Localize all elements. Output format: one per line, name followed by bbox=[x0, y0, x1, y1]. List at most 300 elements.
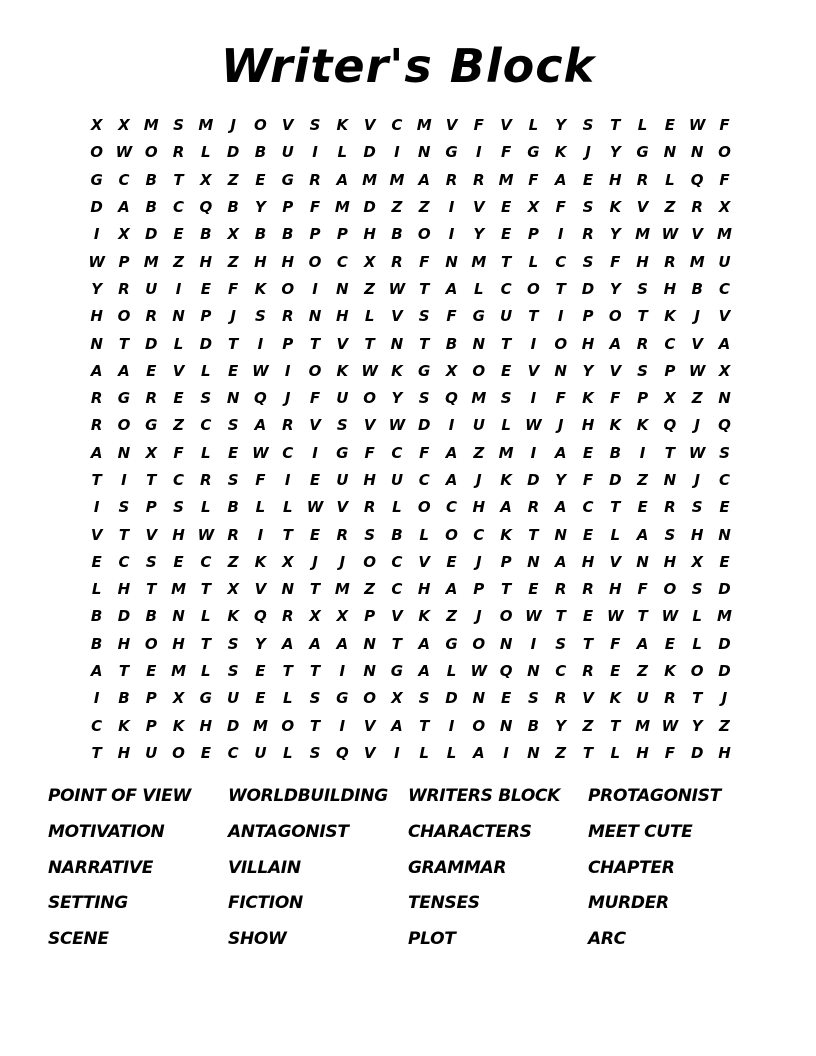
grid-letter[interactable]: E bbox=[173, 389, 184, 408]
grid-letter[interactable]: H bbox=[609, 580, 622, 599]
grid-letter[interactable]: E bbox=[173, 552, 184, 571]
grid-letter[interactable]: N bbox=[417, 143, 431, 162]
grid-letter[interactable]: N bbox=[499, 716, 513, 735]
grid-letter[interactable]: I bbox=[394, 743, 400, 762]
grid-letter[interactable]: K bbox=[418, 607, 431, 626]
grid-letter[interactable]: B bbox=[609, 443, 621, 462]
grid-letter[interactable]: F bbox=[364, 443, 375, 462]
grid-letter[interactable]: K bbox=[172, 716, 185, 735]
grid-letter[interactable]: F bbox=[555, 389, 566, 408]
grid-letter[interactable]: L bbox=[201, 498, 211, 517]
grid-letter[interactable]: Y bbox=[473, 225, 485, 244]
grid-letter[interactable]: W bbox=[252, 443, 269, 462]
grid-letter[interactable]: S bbox=[691, 580, 703, 599]
grid-letter[interactable]: D bbox=[445, 689, 458, 708]
grid-letter[interactable]: K bbox=[609, 198, 622, 217]
grid-letter[interactable]: F bbox=[555, 198, 566, 217]
grid-letter[interactable]: R bbox=[582, 225, 594, 244]
grid-letter[interactable]: C bbox=[555, 252, 567, 271]
grid-letter[interactable]: M bbox=[498, 170, 514, 189]
grid-letter[interactable]: F bbox=[664, 743, 675, 762]
grid-letter[interactable]: K bbox=[227, 607, 239, 626]
grid-letter[interactable]: V bbox=[281, 116, 294, 135]
grid-letter[interactable]: Z bbox=[173, 416, 184, 435]
grid-letter[interactable]: T bbox=[228, 334, 239, 353]
grid-letter[interactable]: L bbox=[692, 634, 702, 653]
grid-letter[interactable]: L bbox=[364, 307, 375, 326]
grid-letter[interactable]: O bbox=[254, 116, 267, 135]
grid-letter[interactable]: H bbox=[472, 498, 486, 517]
grid-letter[interactable]: W bbox=[661, 716, 679, 735]
grid-letter[interactable]: I bbox=[476, 143, 482, 162]
grid-letter[interactable]: T bbox=[91, 471, 102, 489]
grid-letter[interactable]: A bbox=[445, 279, 458, 298]
grid-letter[interactable]: W bbox=[388, 416, 406, 435]
grid-letter[interactable]: D bbox=[718, 580, 731, 599]
grid-letter[interactable]: X bbox=[309, 607, 321, 626]
grid-letter[interactable]: P bbox=[145, 689, 157, 708]
grid-letter[interactable]: S bbox=[637, 279, 648, 298]
grid-letter[interactable]: K bbox=[664, 307, 676, 326]
grid-letter[interactable]: L bbox=[610, 743, 621, 762]
grid-letter[interactable]: E bbox=[500, 689, 512, 708]
grid-letter[interactable]: B bbox=[118, 689, 130, 708]
grid-letter[interactable]: F bbox=[610, 634, 621, 653]
grid-letter[interactable]: U bbox=[145, 279, 158, 298]
grid-letter[interactable]: X bbox=[145, 443, 158, 462]
grid-letter[interactable]: O bbox=[554, 334, 568, 353]
grid-letter[interactable]: G bbox=[199, 689, 212, 708]
grid-letter[interactable]: P bbox=[118, 252, 130, 271]
grid-letter[interactable]: S bbox=[118, 498, 130, 517]
grid-letter[interactable]: N bbox=[172, 607, 185, 626]
grid-letter[interactable]: E bbox=[200, 743, 211, 762]
grid-letter[interactable]: C bbox=[227, 743, 239, 762]
grid-letter[interactable]: V bbox=[391, 307, 403, 326]
grid-letter[interactable]: H bbox=[636, 743, 649, 762]
grid-letter[interactable]: I bbox=[448, 198, 455, 217]
grid-letter[interactable]: T bbox=[282, 525, 293, 544]
grid-letter[interactable]: F bbox=[309, 198, 321, 217]
grid-letter[interactable]: R bbox=[363, 498, 376, 517]
grid-letter[interactable]: F bbox=[228, 279, 239, 298]
grid-letter[interactable]: Q bbox=[499, 662, 513, 681]
grid-letter[interactable]: I bbox=[448, 225, 455, 244]
grid-letter[interactable]: M bbox=[389, 170, 405, 189]
grid-letter[interactable]: R bbox=[118, 279, 130, 298]
grid-letter[interactable]: L bbox=[419, 743, 429, 762]
grid-letter[interactable]: U bbox=[145, 743, 158, 762]
grid-letter[interactable]: L bbox=[201, 361, 211, 380]
grid-letter[interactable]: S bbox=[418, 307, 430, 326]
grid-letter[interactable]: O bbox=[472, 361, 486, 380]
grid-letter[interactable]: Q bbox=[254, 389, 267, 408]
grid-letter[interactable]: D bbox=[690, 743, 704, 762]
grid-letter[interactable]: C bbox=[391, 580, 403, 599]
grid-letter[interactable]: G bbox=[636, 143, 649, 162]
grid-letter[interactable]: F bbox=[173, 443, 184, 462]
grid-letter[interactable]: W bbox=[661, 607, 679, 626]
grid-letter[interactable]: K bbox=[254, 279, 267, 298]
grid-letter[interactable]: V bbox=[473, 198, 485, 217]
grid-letter[interactable]: A bbox=[473, 743, 485, 762]
grid-letter[interactable]: A bbox=[336, 170, 349, 189]
grid-letter[interactable]: P bbox=[637, 389, 649, 408]
grid-letter[interactable]: O bbox=[281, 716, 295, 735]
grid-letter[interactable]: D bbox=[609, 471, 622, 489]
grid-letter[interactable]: R bbox=[691, 198, 703, 217]
grid-letter[interactable]: L bbox=[337, 143, 348, 162]
grid-letter[interactable]: M bbox=[635, 716, 651, 735]
grid-letter[interactable]: Y bbox=[609, 279, 621, 298]
grid-letter[interactable]: T bbox=[282, 662, 293, 681]
grid-letter[interactable]: F bbox=[309, 389, 321, 408]
grid-letter[interactable]: I bbox=[394, 143, 400, 162]
grid-letter[interactable]: M bbox=[252, 716, 268, 735]
grid-letter[interactable]: T bbox=[309, 716, 321, 735]
grid-letter[interactable]: N bbox=[472, 334, 486, 353]
grid-letter[interactable]: Y bbox=[254, 634, 266, 653]
grid-letter[interactable]: G bbox=[281, 170, 294, 189]
grid-letter[interactable]: A bbox=[500, 498, 512, 517]
grid-letter[interactable]: S bbox=[582, 252, 594, 271]
grid-letter[interactable]: W bbox=[688, 116, 706, 135]
grid-letter[interactable]: L bbox=[528, 116, 539, 135]
grid-letter[interactable]: F bbox=[719, 116, 730, 135]
grid-letter[interactable]: E bbox=[528, 580, 539, 599]
grid-letter[interactable]: F bbox=[446, 307, 457, 326]
grid-letter[interactable]: T bbox=[118, 525, 130, 544]
grid-letter[interactable]: H bbox=[581, 334, 595, 353]
grid-letter[interactable]: C bbox=[91, 716, 103, 735]
grid-letter[interactable]: H bbox=[690, 525, 704, 544]
grid-letter[interactable]: X bbox=[718, 361, 731, 380]
grid-letter[interactable]: F bbox=[719, 170, 730, 189]
grid-letter[interactable]: K bbox=[554, 143, 567, 162]
grid-letter[interactable]: Q bbox=[718, 416, 731, 435]
grid-letter[interactable]: X bbox=[445, 361, 458, 380]
grid-letter[interactable]: L bbox=[446, 743, 457, 762]
grid-letter[interactable]: H bbox=[417, 580, 431, 599]
grid-letter[interactable]: T bbox=[664, 443, 675, 462]
grid-letter[interactable]: Z bbox=[227, 552, 239, 571]
grid-letter[interactable]: V bbox=[363, 716, 376, 735]
grid-letter[interactable]: S bbox=[309, 743, 321, 762]
grid-letter[interactable]: R bbox=[636, 334, 649, 353]
grid-letter[interactable]: K bbox=[336, 361, 349, 380]
grid-letter[interactable]: M bbox=[471, 252, 487, 271]
grid-letter[interactable]: V bbox=[500, 116, 512, 135]
grid-letter[interactable]: X bbox=[227, 225, 239, 244]
grid-letter[interactable]: B bbox=[227, 498, 239, 517]
grid-letter[interactable]: A bbox=[90, 361, 103, 380]
grid-letter[interactable]: J bbox=[230, 116, 236, 135]
grid-letter[interactable]: T bbox=[500, 252, 512, 271]
grid-letter[interactable]: I bbox=[530, 634, 537, 653]
grid-letter[interactable]: Z bbox=[364, 580, 376, 599]
grid-letter[interactable]: I bbox=[93, 225, 100, 244]
grid-letter[interactable]: T bbox=[200, 580, 211, 599]
grid-letter[interactable]: O bbox=[117, 416, 131, 435]
grid-letter[interactable]: V bbox=[609, 361, 622, 380]
grid-letter[interactable]: L bbox=[201, 443, 211, 462]
grid-letter[interactable]: R bbox=[90, 416, 103, 435]
grid-letter[interactable]: S bbox=[227, 634, 239, 653]
grid-letter[interactable]: A bbox=[609, 334, 622, 353]
grid-letter[interactable]: L bbox=[255, 498, 266, 517]
grid-letter[interactable]: X bbox=[718, 198, 731, 217]
grid-letter[interactable]: B bbox=[90, 607, 103, 626]
grid-letter[interactable]: G bbox=[418, 361, 431, 380]
grid-letter[interactable]: T bbox=[309, 662, 321, 681]
grid-letter[interactable]: V bbox=[336, 498, 349, 517]
grid-letter[interactable]: L bbox=[637, 116, 648, 135]
grid-letter[interactable]: H bbox=[117, 743, 131, 762]
grid-letter[interactable]: S bbox=[637, 361, 648, 380]
grid-letter[interactable]: E bbox=[637, 498, 648, 517]
grid-letter[interactable]: Z bbox=[664, 198, 676, 217]
grid-letter[interactable]: N bbox=[527, 662, 540, 681]
grid-letter[interactable]: W bbox=[88, 252, 105, 271]
grid-letter[interactable]: U bbox=[336, 471, 349, 489]
grid-letter[interactable]: L bbox=[282, 743, 293, 762]
grid-letter[interactable]: R bbox=[391, 252, 403, 271]
grid-letter[interactable]: I bbox=[639, 443, 646, 462]
grid-letter[interactable]: X bbox=[172, 689, 185, 708]
grid-letter[interactable]: G bbox=[390, 662, 404, 681]
grid-letter[interactable]: F bbox=[500, 143, 512, 162]
grid-letter[interactable]: I bbox=[339, 716, 346, 735]
grid-letter[interactable]: K bbox=[391, 361, 403, 380]
grid-letter[interactable]: O bbox=[663, 580, 677, 599]
grid-letter[interactable]: S bbox=[582, 198, 594, 217]
grid-letter[interactable]: A bbox=[554, 170, 567, 189]
grid-letter[interactable]: T bbox=[555, 279, 566, 298]
grid-letter[interactable]: K bbox=[664, 662, 676, 681]
grid-letter[interactable]: L bbox=[665, 170, 675, 189]
grid-letter[interactable]: R bbox=[445, 170, 458, 189]
grid-letter[interactable]: Y bbox=[555, 716, 567, 735]
grid-letter[interactable]: H bbox=[117, 580, 131, 599]
grid-letter[interactable]: T bbox=[555, 607, 566, 626]
grid-letter[interactable]: Z bbox=[582, 716, 594, 735]
grid-letter[interactable]: Q bbox=[663, 416, 677, 435]
grid-letter[interactable]: H bbox=[172, 525, 185, 544]
grid-letter[interactable]: P bbox=[282, 198, 294, 217]
grid-letter[interactable]: L bbox=[446, 662, 457, 681]
grid-letter[interactable]: M bbox=[334, 198, 350, 217]
grid-letter[interactable]: K bbox=[336, 116, 349, 135]
grid-letter[interactable]: M bbox=[334, 580, 350, 599]
grid-letter[interactable]: V bbox=[145, 525, 158, 544]
grid-letter[interactable]: E bbox=[582, 607, 594, 626]
grid-letter[interactable]: B bbox=[227, 198, 239, 217]
grid-letter[interactable]: Z bbox=[719, 716, 730, 735]
grid-letter[interactable]: V bbox=[90, 525, 103, 544]
grid-letter[interactable]: N bbox=[117, 443, 131, 462]
grid-letter[interactable]: E bbox=[664, 116, 675, 135]
grid-letter[interactable]: I bbox=[530, 443, 537, 462]
grid-letter[interactable]: N bbox=[172, 307, 185, 326]
grid-letter[interactable]: O bbox=[363, 552, 376, 571]
grid-letter[interactable]: R bbox=[309, 170, 321, 189]
grid-letter[interactable]: A bbox=[90, 662, 103, 681]
grid-letter[interactable]: T bbox=[419, 334, 430, 353]
grid-letter[interactable]: O bbox=[281, 279, 295, 298]
grid-letter[interactable]: H bbox=[663, 552, 677, 571]
grid-letter[interactable]: I bbox=[557, 307, 564, 326]
grid-letter[interactable]: S bbox=[691, 498, 703, 517]
grid-letter[interactable]: O bbox=[690, 662, 704, 681]
grid-letter[interactable]: I bbox=[339, 662, 346, 681]
grid-letter[interactable]: X bbox=[391, 689, 403, 708]
grid-letter[interactable]: I bbox=[448, 416, 455, 435]
grid-letter[interactable]: J bbox=[476, 552, 482, 571]
grid-letter[interactable]: C bbox=[173, 198, 185, 217]
grid-letter[interactable]: S bbox=[227, 471, 239, 489]
grid-letter[interactable]: R bbox=[664, 689, 676, 708]
grid-letter[interactable]: H bbox=[254, 252, 267, 271]
grid-letter[interactable]: A bbox=[336, 634, 349, 653]
grid-letter[interactable]: O bbox=[472, 716, 486, 735]
grid-letter[interactable]: L bbox=[91, 580, 102, 599]
grid-letter[interactable]: D bbox=[145, 225, 158, 244]
grid-letter[interactable]: R bbox=[554, 689, 567, 708]
grid-letter[interactable]: H bbox=[581, 552, 595, 571]
grid-letter[interactable]: L bbox=[201, 662, 211, 681]
grid-letter[interactable]: N bbox=[499, 634, 513, 653]
grid-letter[interactable]: D bbox=[90, 198, 103, 217]
grid-letter[interactable]: T bbox=[610, 498, 621, 517]
grid-letter[interactable]: H bbox=[90, 307, 103, 326]
grid-letter[interactable]: K bbox=[118, 716, 130, 735]
grid-letter[interactable]: Y bbox=[91, 279, 103, 298]
grid-letter[interactable]: R bbox=[527, 498, 540, 517]
grid-letter[interactable]: I bbox=[93, 689, 100, 708]
grid-letter[interactable]: T bbox=[391, 634, 403, 653]
grid-letter[interactable]: R bbox=[281, 307, 294, 326]
grid-letter[interactable]: V bbox=[309, 416, 321, 435]
grid-letter[interactable]: J bbox=[557, 416, 564, 435]
grid-letter[interactable]: Y bbox=[555, 116, 567, 135]
grid-letter[interactable]: Y bbox=[582, 361, 594, 380]
grid-letter[interactable]: M bbox=[717, 225, 732, 244]
grid-letter[interactable]: V bbox=[445, 116, 458, 135]
grid-letter[interactable]: X bbox=[363, 252, 376, 271]
grid-letter[interactable]: N bbox=[554, 361, 567, 380]
grid-letter[interactable]: Y bbox=[254, 198, 266, 217]
grid-letter[interactable]: M bbox=[362, 170, 378, 189]
grid-letter[interactable]: G bbox=[472, 307, 485, 326]
grid-letter[interactable]: N bbox=[718, 525, 731, 544]
grid-letter[interactable]: S bbox=[500, 389, 512, 408]
grid-letter[interactable]: Z bbox=[227, 252, 239, 271]
grid-letter[interactable]: X bbox=[90, 116, 103, 135]
grid-letter[interactable]: L bbox=[173, 334, 184, 353]
grid-letter[interactable]: H bbox=[199, 716, 213, 735]
grid-letter[interactable]: B bbox=[254, 143, 267, 162]
grid-letter[interactable]: M bbox=[143, 116, 159, 135]
grid-letter[interactable]: A bbox=[554, 443, 567, 462]
grid-letter[interactable]: E bbox=[500, 198, 512, 217]
grid-letter[interactable]: S bbox=[309, 116, 321, 135]
grid-letter[interactable]: B bbox=[145, 198, 157, 217]
grid-letter[interactable]: C bbox=[118, 170, 130, 189]
grid-letter[interactable]: N bbox=[90, 334, 103, 353]
grid-letter[interactable]: P bbox=[336, 225, 348, 244]
grid-letter[interactable]: V bbox=[582, 689, 594, 708]
grid-letter[interactable]: X bbox=[118, 225, 130, 244]
grid-letter[interactable]: O bbox=[363, 689, 376, 708]
grid-letter[interactable]: B bbox=[254, 225, 267, 244]
grid-letter[interactable]: J bbox=[694, 416, 700, 435]
grid-letter[interactable]: E bbox=[91, 552, 102, 571]
grid-letter[interactable]: C bbox=[418, 471, 430, 489]
grid-letter[interactable]: U bbox=[336, 389, 349, 408]
grid-letter[interactable]: V bbox=[636, 198, 649, 217]
grid-letter[interactable]: E bbox=[228, 361, 239, 380]
grid-letter[interactable]: W bbox=[661, 225, 679, 244]
grid-letter[interactable]: D bbox=[226, 143, 240, 162]
grid-letter[interactable]: I bbox=[312, 143, 318, 162]
grid-letter[interactable]: M bbox=[171, 580, 186, 599]
grid-letter[interactable]: N bbox=[363, 634, 376, 653]
grid-letter[interactable]: M bbox=[143, 252, 159, 271]
grid-letter[interactable]: M bbox=[717, 607, 732, 626]
grid-letter[interactable]: S bbox=[555, 634, 567, 653]
grid-letter[interactable]: I bbox=[530, 389, 537, 408]
grid-letter[interactable]: G bbox=[90, 170, 103, 189]
grid-letter[interactable]: R bbox=[473, 170, 485, 189]
grid-letter[interactable]: S bbox=[582, 116, 594, 135]
grid-letter[interactable]: E bbox=[610, 662, 621, 681]
grid-letter[interactable]: O bbox=[608, 307, 622, 326]
grid-letter[interactable]: A bbox=[391, 716, 403, 735]
grid-letter[interactable]: P bbox=[200, 307, 212, 326]
grid-letter[interactable]: Y bbox=[609, 225, 621, 244]
grid-letter[interactable]: B bbox=[145, 170, 157, 189]
grid-letter[interactable]: B bbox=[391, 225, 403, 244]
grid-letter[interactable]: F bbox=[582, 471, 594, 489]
grid-letter[interactable]: B bbox=[282, 225, 294, 244]
grid-letter[interactable]: K bbox=[582, 389, 594, 408]
grid-letter[interactable]: V bbox=[363, 416, 376, 435]
grid-letter[interactable]: K bbox=[500, 525, 512, 544]
grid-letter[interactable]: L bbox=[201, 143, 211, 162]
grid-letter[interactable]: N bbox=[636, 552, 649, 571]
grid-letter[interactable]: R bbox=[336, 525, 349, 544]
grid-letter[interactable]: D bbox=[718, 634, 731, 653]
grid-letter[interactable]: C bbox=[718, 279, 730, 298]
grid-letter[interactable]: O bbox=[308, 361, 322, 380]
grid-letter[interactable]: V bbox=[363, 116, 376, 135]
grid-letter[interactable]: O bbox=[172, 743, 185, 762]
grid-letter[interactable]: S bbox=[664, 525, 676, 544]
grid-letter[interactable]: N bbox=[527, 743, 540, 762]
grid-letter[interactable]: B bbox=[527, 716, 540, 735]
grid-letter[interactable]: Q bbox=[690, 170, 704, 189]
grid-letter[interactable]: Z bbox=[637, 662, 649, 681]
grid-letter[interactable]: X bbox=[118, 116, 130, 135]
grid-letter[interactable]: T bbox=[637, 307, 648, 326]
grid-letter[interactable]: A bbox=[418, 170, 431, 189]
grid-letter[interactable]: F bbox=[610, 252, 621, 271]
grid-letter[interactable]: H bbox=[336, 307, 349, 326]
grid-letter[interactable]: W bbox=[688, 361, 706, 380]
grid-letter[interactable]: H bbox=[581, 416, 595, 435]
grid-letter[interactable]: E bbox=[146, 361, 157, 380]
grid-letter[interactable]: M bbox=[416, 116, 432, 135]
